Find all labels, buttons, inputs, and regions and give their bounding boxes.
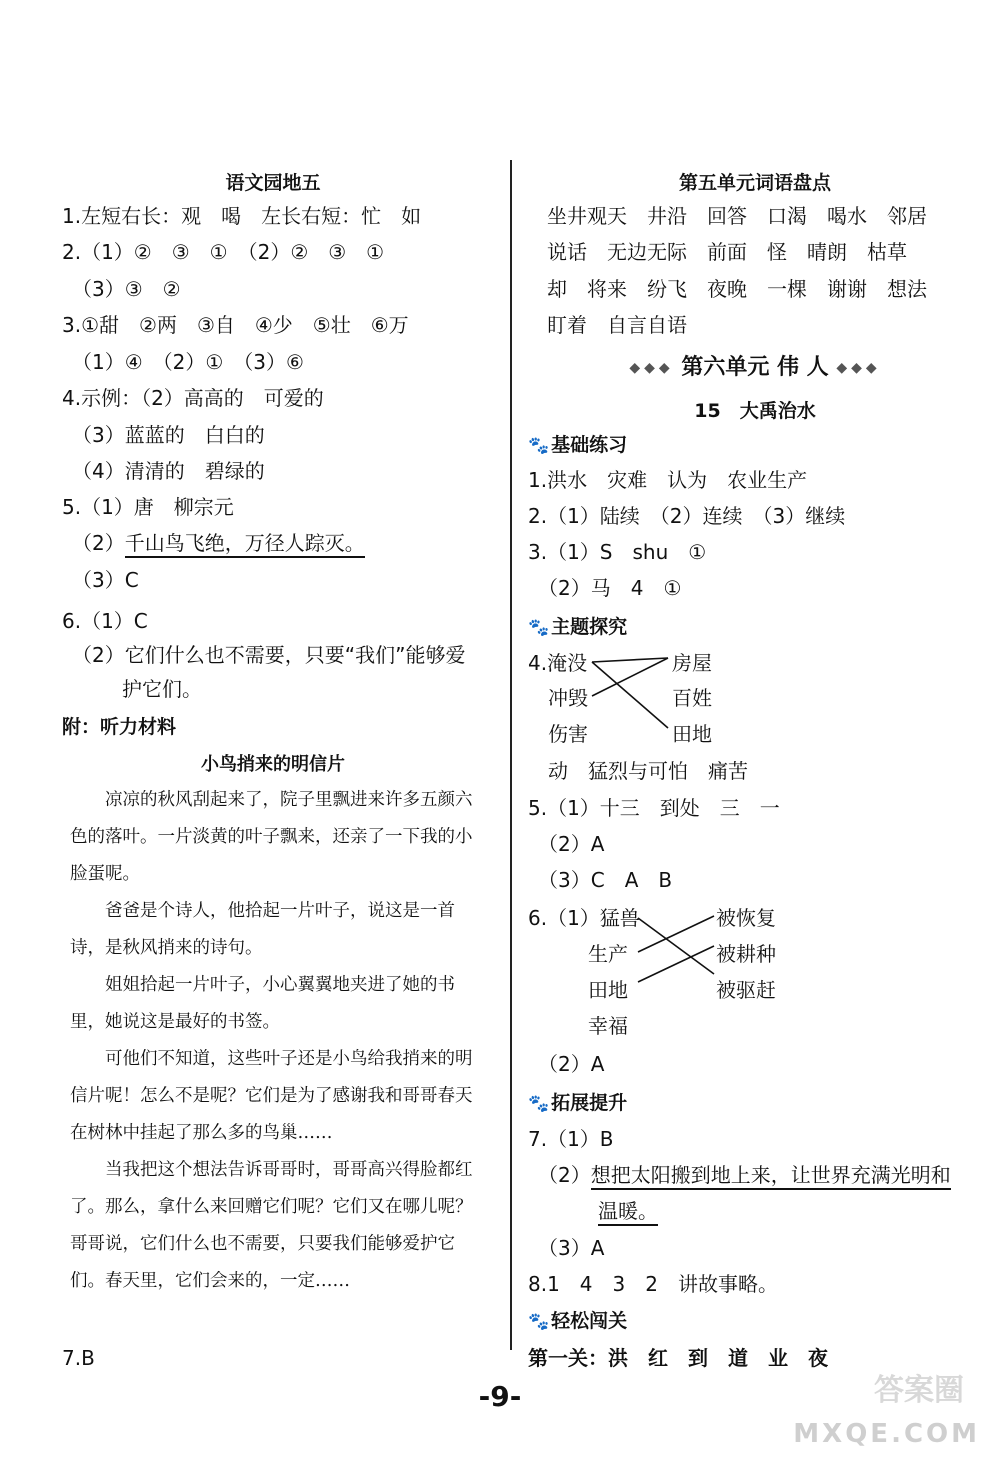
answer-line-3b: （1）④ （2）① （3）⑥ bbox=[62, 350, 304, 374]
answer-line-pass1: 第一关：洪 红 到 道 业 夜 bbox=[528, 1346, 828, 1370]
answer-line-q7-1: 7.（1）B bbox=[528, 1127, 614, 1151]
section-easy-pass bbox=[528, 1306, 627, 1333]
answer-line-q5-2: （2）A bbox=[528, 832, 605, 856]
section-title-word-review: 第五单元词语盘点 bbox=[678, 172, 831, 194]
match-left-item: 伤害 bbox=[528, 722, 588, 746]
answer-line-5-2 bbox=[62, 525, 365, 561]
answer-line-q6-2: （2）A bbox=[528, 1052, 605, 1076]
answer-line-2b: （3）③ ② bbox=[62, 277, 181, 301]
match-left-item: 生产 bbox=[528, 942, 628, 966]
section-extension bbox=[528, 1088, 627, 1115]
underlined-answer: 温暖。 bbox=[598, 1199, 658, 1226]
answer-line-q8: 8.1 4 3 2 讲故事略。 bbox=[528, 1272, 778, 1296]
answer-line-q4-tail: 动 猛烈与可怕 痛苦 bbox=[528, 759, 748, 783]
match-lines-q6 bbox=[636, 906, 716, 986]
section-basic-practice bbox=[528, 430, 627, 457]
answer-prefix: （2） bbox=[62, 531, 125, 555]
lesson-title: 15 大禹治水 bbox=[694, 400, 816, 422]
paw-icon: 🐾 bbox=[528, 1312, 550, 1332]
section-label: 主题探究 bbox=[551, 616, 628, 638]
underlined-answer: 千山鸟飞绝，万径人踪灭。 bbox=[125, 531, 365, 558]
paw-icon: 🐾 bbox=[528, 618, 550, 638]
story-paragraph: 爸爸是个诗人，他拾起一片叶子，说这是一首诗，是秋风捎来的诗句。 bbox=[70, 901, 455, 958]
answer-line-1: 1.左短右长：观 喝 左长右短：忙 如 bbox=[62, 204, 422, 228]
story-paragraph: 可他们不知道，这些叶子还是小鸟给我捎来的明信片呢！怎么不是呢？它们是为了感谢我和哥哥春天在树林中挂起了那么多的鸟巢…… bbox=[70, 1049, 473, 1143]
match-left-item: 冲毁 bbox=[528, 686, 588, 710]
section-theme-explore bbox=[528, 612, 627, 639]
word-row-4: 盯着 自言自语 bbox=[547, 313, 687, 337]
word-row-2: 说话 无边无际 前面 怪 晴朗 枯草 bbox=[547, 240, 907, 264]
match-right-item: 田地 bbox=[672, 722, 712, 746]
answer-line-6-2a: （2）它们什么也不需要，只要“我们”能够爱 bbox=[62, 643, 466, 667]
match-right-item: 房屋 bbox=[672, 651, 712, 675]
story-paragraph: 当我把这个想法告诉哥哥时，哥哥高兴得脸都红了。那么，拿什么来回赠它们呢？它们又在哪儿呢？哥哥说，它们什么也不需要，只要我们能够爱护它们。春天里，它们会来的，一定…… bbox=[70, 1160, 473, 1291]
word-row-1: 坐井观天 井沿 回答 口渴 喝水 邻居 bbox=[547, 204, 927, 228]
answer-prefix: （2） bbox=[528, 1163, 591, 1187]
unit-heading bbox=[545, 350, 965, 381]
match-lines-q4 bbox=[590, 652, 670, 732]
answer-line-4b: （3）蓝蓝的 白白的 bbox=[62, 423, 265, 447]
watermark-logo-text: 答案圈 bbox=[874, 1373, 964, 1408]
answer-line-4: 4.示例：（2）高高的 可爱的 bbox=[62, 386, 324, 410]
word-row-3: 却 将来 纷飞 夜晚 一棵 谢谢 想法 bbox=[547, 277, 927, 301]
story-text bbox=[70, 782, 480, 1300]
answer-line-b3b: （2）马 4 ① bbox=[528, 576, 682, 600]
answer-line-2: 2.（1）② ③ ① （2）② ③ ① bbox=[62, 240, 385, 264]
answer-line-4c: （4）清清的 碧绿的 bbox=[62, 459, 265, 483]
story-paragraph: 姐姐拾起一片叶子，小心翼翼地夹进了她的书里，她说这是最好的书签。 bbox=[70, 975, 455, 1032]
answer-line-6-2b: 护它们。 bbox=[62, 677, 202, 701]
answer-line-q7-2a bbox=[528, 1157, 951, 1193]
match-left-item: 田地 bbox=[528, 978, 628, 1002]
underlined-answer: 想把太阳搬到地上来，让世界充满光明和 bbox=[591, 1163, 951, 1190]
story-title: 小鸟捎来的明信片 bbox=[201, 754, 345, 775]
story-paragraph: 凉凉的秋风刮起来了，院子里飘进来许多五颜六色的落叶。一片淡黄的叶子飘来，还亲了一下我的小脸蛋呢。 bbox=[70, 790, 473, 884]
unit-title: 第六单元 伟 人 bbox=[681, 355, 829, 380]
answer-line-3: 3.①甜 ②两 ③自 ④少 ⑤壮 ⑥万 bbox=[62, 313, 409, 337]
answer-line-q7-2b bbox=[598, 1193, 658, 1229]
column-divider bbox=[510, 160, 512, 1350]
appendix-heading: 附：听力材料 bbox=[62, 716, 177, 738]
answer-line-b3a: 3.（1）S shu ① bbox=[528, 540, 707, 564]
answer-line-q7-3: （3）A bbox=[528, 1236, 605, 1260]
decorative-dots-icon: ◆◆◆ bbox=[836, 360, 881, 376]
answer-line-5-3: （3）C bbox=[62, 568, 139, 592]
match-right-item: 被耕种 bbox=[716, 942, 776, 966]
answer-line-6: 6.（1）C bbox=[62, 609, 148, 633]
page-number: -9- bbox=[478, 1380, 522, 1413]
section-label: 基础练习 bbox=[551, 434, 628, 456]
decorative-dots-icon: ◆◆◆ bbox=[629, 360, 674, 376]
watermark-text: MXQE.COM bbox=[793, 1419, 980, 1449]
section-label: 轻松闯关 bbox=[551, 1310, 628, 1332]
match-right-item: 百姓 bbox=[672, 686, 712, 710]
answer-line-b2: 2.（1）陆续 （2）连续 （3）继续 bbox=[528, 504, 846, 528]
paw-icon: 🐾 bbox=[528, 1094, 550, 1114]
match-left-item: 幸福 bbox=[528, 1014, 628, 1038]
section-title-yuwen: 语文园地五 bbox=[225, 172, 321, 194]
answer-line-5: 5.（1）唐 柳宗元 bbox=[62, 495, 234, 519]
answer-line-q5-3: （3）C A B bbox=[528, 868, 673, 892]
match-left-item: 4.淹没 bbox=[528, 651, 588, 675]
match-right-item: 被恢复 bbox=[716, 906, 776, 930]
paw-icon: 🐾 bbox=[528, 436, 550, 456]
section-label: 拓展提升 bbox=[551, 1092, 628, 1114]
answer-line-7: 7.B bbox=[62, 1346, 95, 1370]
match-left-item: 6.（1）猛兽 bbox=[528, 906, 640, 930]
match-right-item: 被驱赶 bbox=[716, 978, 776, 1002]
answer-line-b1: 1.洪水 灾难 认为 农业生产 bbox=[528, 468, 808, 492]
answer-line-q5-1: 5.（1）十三 到处 三 一 bbox=[528, 796, 780, 820]
